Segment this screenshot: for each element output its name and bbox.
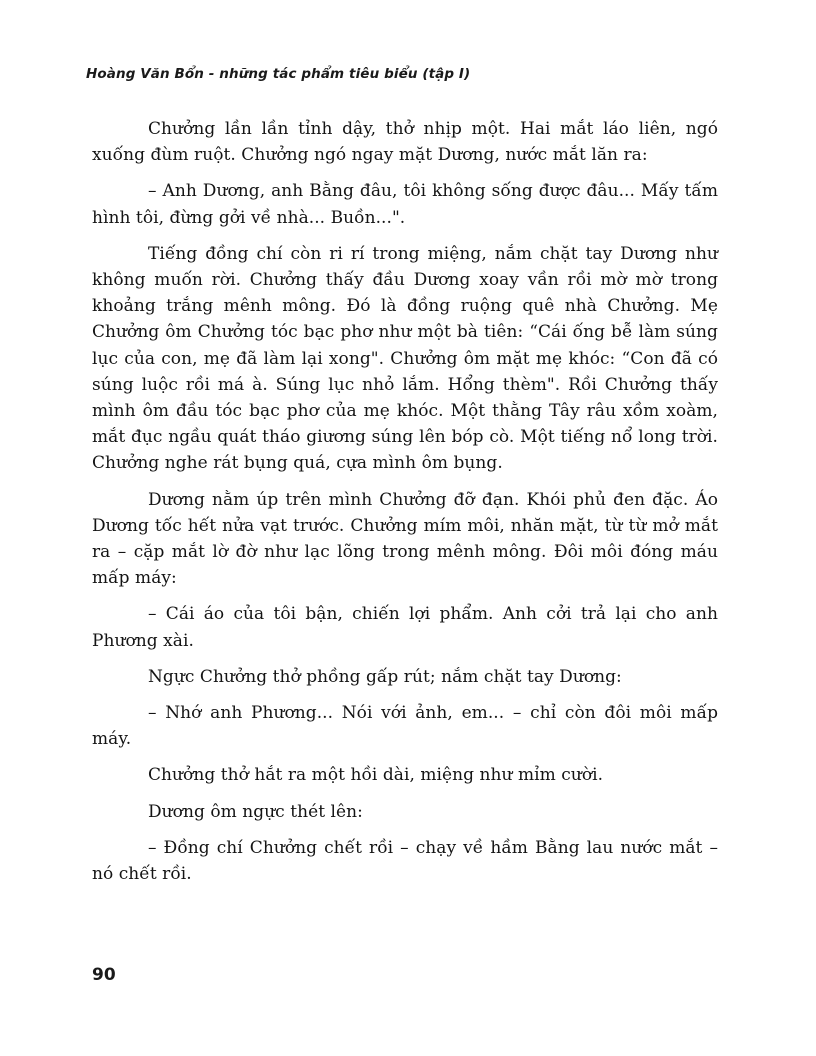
paragraph: – Cái áo của tôi bận, chiến lợi phẩm. Anh cởi trả lại cho anh Phương xài. — [92, 604, 718, 651]
paragraph: Tiếng đồng chí còn ri rí trong miệng, nắm chặt tay Dương như không muốn rời. Chưởng thấy đầu Dương xoay vần rồi mờ mờ trong khoảng trắng mênh mông. Đó là đồng ruộng quê nhà Chưởng. Mẹ Chưởng ôm Chưởng tóc bạc phơ như một bà tiên: “Cái ống bễ làm súng lục của con, mẹ đã làm lại xong". Chưởng ôm mặt mẹ khóc: “Con đã có súng luộc rồi má à. Súng lục nhỏ lắm. Hổng thèm". Rồi Chưởng thấy mình ôm đầu tóc bạc phơ của mẹ khóc. Một thằng Tây râu xồm xoàm, mắt đục ngầu quát tháo giương súng lên bóp cò. Một tiếng nổ long trời. Chưởng nghe rát bụng quá, cựa mình ôm bụng. — [92, 243, 718, 474]
paragraph: Ngực Chưởng thở phồng gấp rút; nắm chặt tay Dương: — [148, 666, 622, 687]
paragraph: – Anh Dương, anh Bằng đâu, tôi không sống được đâu... Mấy tấm hình tôi, đừng gởi về nhà... Buồn...". — [92, 181, 718, 228]
paragraph: Dương nằm úp trên mình Chưởng đỡ đạn. Khói phủ đen đặc. Áo Dương tốc hết nửa vạt trước. Chưởng mím môi, nhăn mặt, từ từ mở mắt ra – cặp mắt lờ đờ như lạc lõng trong mênh mông. Đôi môi đóng máu mấp máy: — [92, 489, 718, 589]
paragraph: – Đồng chí Chưởng chết rồi – chạy về hầm Bằng lau nước mắt – nó chết rồi. — [92, 837, 718, 885]
running-header: Hoàng Văn Bổn - những tác phẩm tiêu biểu (tập I) — [86, 66, 471, 82]
paragraph: – Nhớ anh Phương... Nói với ảnh, em... – chỉ còn đôi môi mấp máy. — [92, 703, 718, 750]
page-body — [92, 116, 718, 887]
page-number: 90 — [92, 965, 116, 985]
paragraph: Chưởng lần lần tỉnh dậy, thở nhịp một. Hai mắt láo liên, ngó xuống đùm ruột. Chưởng ngó ngay mặt Dương, nước mắt lăn ra: — [92, 119, 718, 166]
paragraph: Dương ôm ngực thét lên: — [148, 801, 363, 822]
paragraph: Chưởng thở hắt ra một hồi dài, miệng như mỉm cười. — [148, 765, 604, 786]
